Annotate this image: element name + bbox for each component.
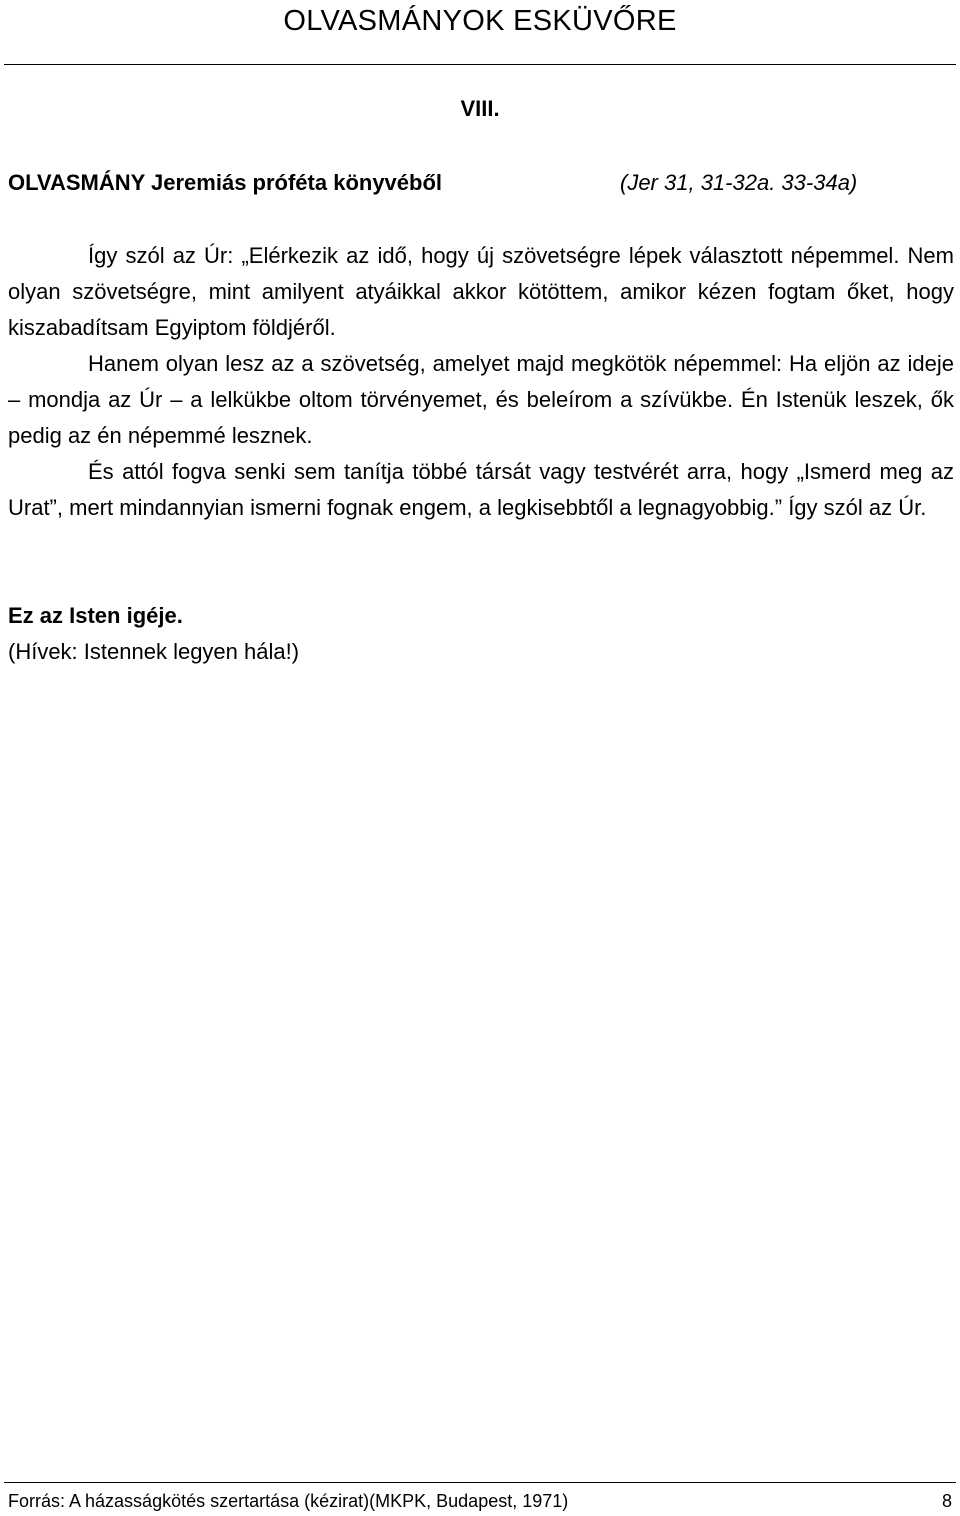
reading-body	[8, 238, 954, 526]
header-divider	[4, 64, 956, 65]
footer-divider	[4, 1482, 956, 1483]
page-header	[0, 0, 960, 66]
paragraph: Így szól az Úr: „Elérkezik az idő, hogy új szövetségre lépek választott népemmel. Nem olyan szövetségre, mint amilyent atyáikkal akkor kötöttem, amikor kézen fogtam őket, hogy kiszabadítsam Egyiptom földjéről.	[8, 243, 954, 340]
page-number: 8	[941, 1491, 952, 1511]
congregation-response: (Hívek: Istennek legyen hála!)	[8, 639, 300, 664]
closing-block	[8, 598, 299, 670]
paragraph: És attól fogva senki sem tanítja többé társát vagy testvérét arra, hogy „Ismerd meg az Urat”, mert mindannyian ismerni fognak engem, a legkisebbtől a legnagyobbig.” Így szól az Úr.	[8, 459, 954, 520]
document-title: OLVASMÁNYOK ESKÜVŐRE	[283, 5, 677, 37]
section-number: VIII.	[460, 96, 500, 121]
acclamation: Ez az Isten igéje.	[8, 603, 183, 628]
reading-title: OLVASMÁNY Jeremiás próféta könyvéből	[8, 170, 443, 195]
scripture-reference: (Jer 31, 31-32a. 33-34a)	[620, 170, 858, 195]
footer-source: Forrás: A házasságkötés szertartása (kézirat)(MKPK, Budapest, 1971)	[8, 1491, 569, 1511]
paragraph: Hanem olyan lesz az a szövetség, amelyet majd megkötök népemmel: Ha eljön az ideje – mondja az Úr – a lelkükbe oltom törvényemet, és beleírom a szívükbe. Én Istenük leszek, ők pedig az én népemmé lesznek.	[8, 351, 954, 448]
